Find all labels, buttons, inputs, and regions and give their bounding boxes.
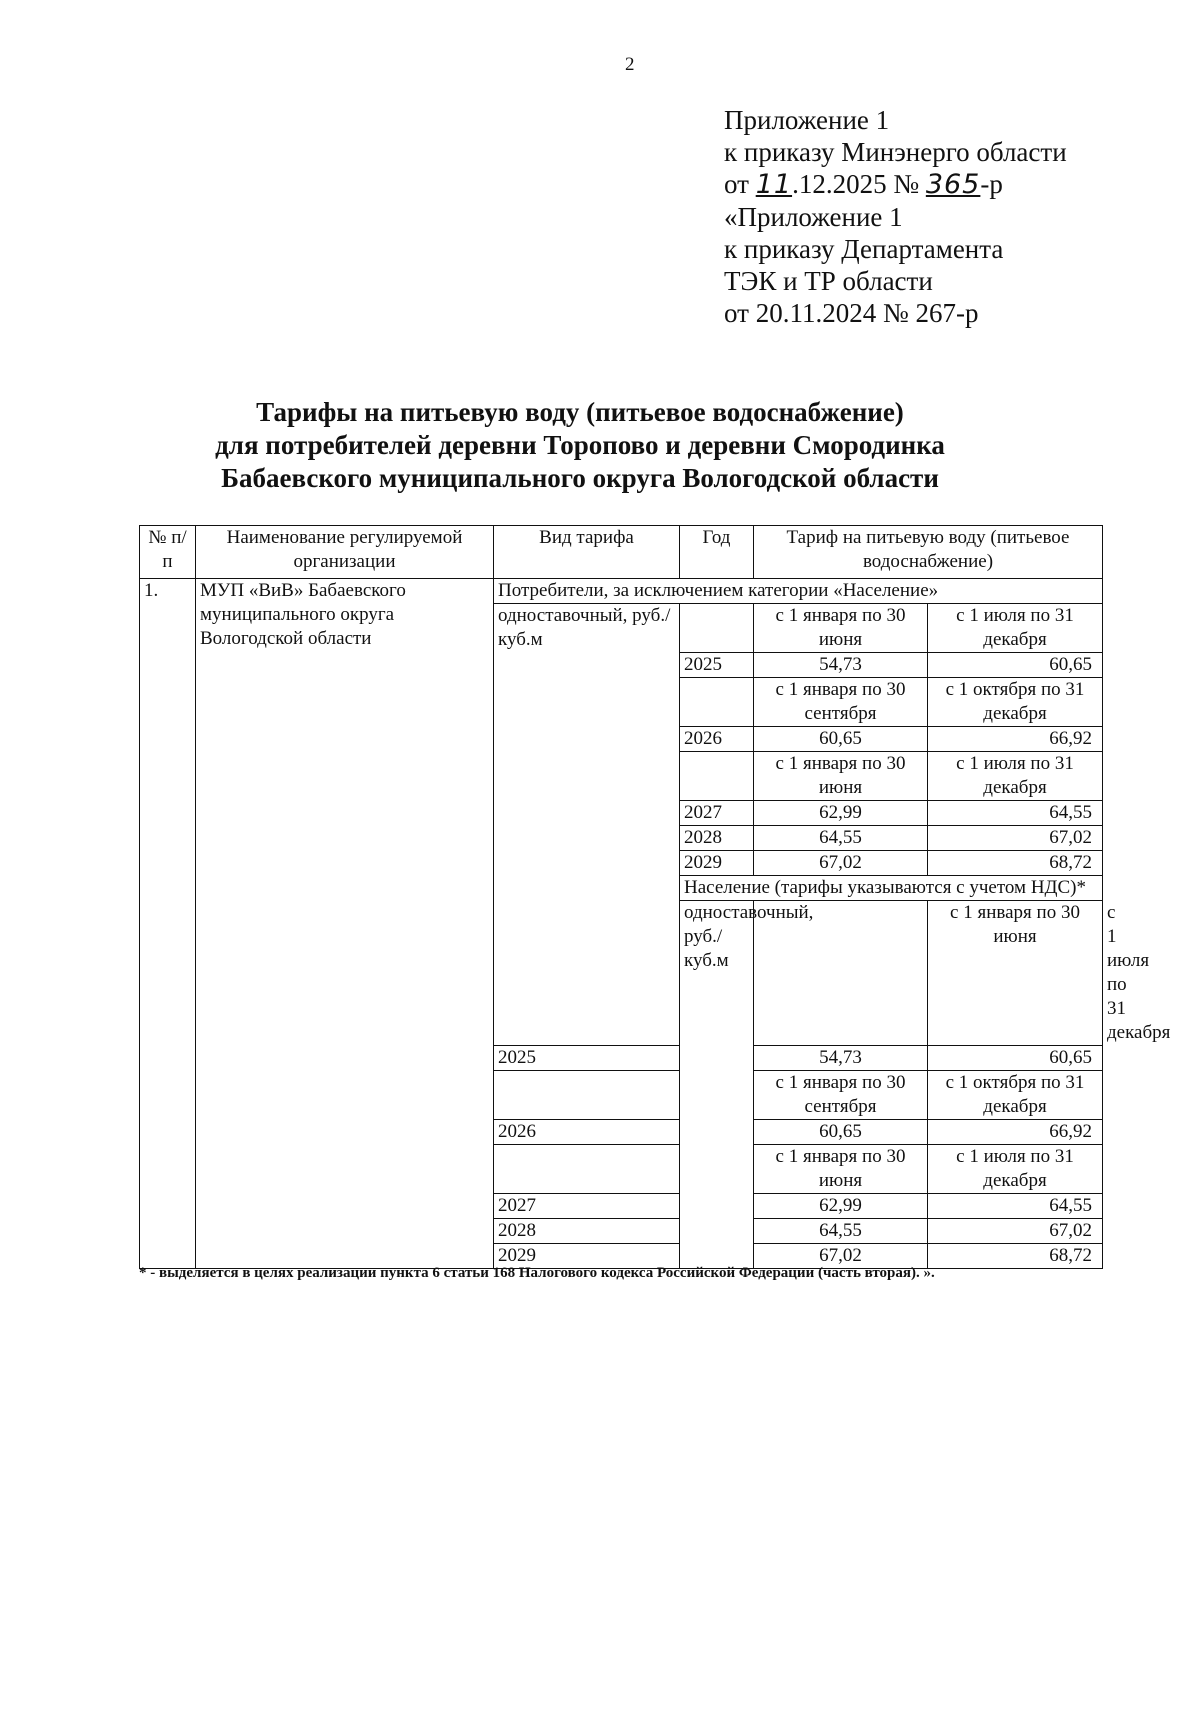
tariff-value: 54,73	[754, 653, 928, 678]
tariff-type-cell: одноставочный, руб./куб.м	[494, 604, 680, 1046]
period-cell: с 1 января по 30 июня	[928, 901, 1103, 1046]
year-cell: 2025	[494, 1046, 680, 1071]
section-title: Потребители, за исключением категории «Население»	[494, 579, 1103, 604]
tariff-value: 60,65	[928, 653, 1103, 678]
header-cell-year: Год	[680, 526, 754, 579]
header-text: .12.2025 №	[792, 169, 926, 199]
tariff-value: 60,65	[754, 727, 928, 752]
header-line: к приказу Минэнерго области	[724, 137, 1067, 167]
tariff-value: 66,92	[928, 727, 1103, 752]
year-cell	[494, 1071, 680, 1120]
period-cell: с 1 июля по 31 декабря	[928, 604, 1103, 653]
period-cell: с 1 октября по 31 декабря	[928, 1071, 1103, 1120]
tariff-value: 67,02	[754, 1244, 928, 1269]
year-cell: 2029	[494, 1244, 680, 1269]
table-row	[140, 579, 1103, 604]
period-cell: с 1 января по 30 июня	[754, 1145, 928, 1194]
tariff-value: 68,72	[928, 1244, 1103, 1269]
tariff-value: 60,65	[928, 1046, 1103, 1071]
header-cell-tariff-type: Вид тарифа	[494, 526, 680, 579]
header-cell-number: № п/п	[140, 526, 196, 579]
header-line: к приказу Департамента	[724, 234, 1004, 264]
appendix-header	[724, 104, 1067, 329]
section-title: Население (тарифы указываются с учетом НДС)*	[680, 876, 1103, 901]
tariff-value: 62,99	[754, 801, 928, 826]
tariff-value: 67,02	[928, 1219, 1103, 1244]
tariff-value: 66,92	[928, 1120, 1103, 1145]
tariff-value: 67,02	[928, 826, 1103, 851]
tariff-table	[139, 525, 1171, 1269]
year-cell: 2026	[494, 1120, 680, 1145]
tariff-value: 64,55	[928, 1194, 1103, 1219]
header-line: Приложение 1	[724, 105, 890, 135]
footnote: * - выделяется в целях реализации пункта 6 статьи 168 Налогового кодекса Российской Федерации (часть вторая). ».	[139, 1265, 935, 1281]
page-number: 2	[625, 54, 635, 75]
header-cell-tariff: Тариф на питьевую воду (питьевое водоснабжение)	[754, 526, 1103, 579]
period-cell: с 1 января по 30 июня	[754, 752, 928, 801]
handwritten-day: 11	[755, 169, 793, 200]
row-number-cell: 1.	[140, 579, 196, 1269]
header-order-date-line	[724, 168, 1067, 201]
table-row: одноставочный, руб./куб.м с 1 января по 30 июня с 1 июля по 31 декабря	[140, 901, 1103, 1046]
year-cell: 2026	[680, 727, 754, 752]
title-line: Тарифы на питьевую воду (питьевое водоснабжение)	[256, 397, 904, 427]
year-cell: 2027	[680, 801, 754, 826]
table-header-row	[140, 526, 1103, 579]
year-cell: 2028	[680, 826, 754, 851]
header-cell-organization: Наименование регулируемой организации	[196, 526, 494, 579]
tariff-value: 68,72	[928, 851, 1103, 876]
period-cell: с 1 января по 30 сентября	[754, 1071, 928, 1120]
tariff-value: 60,65	[754, 1120, 928, 1145]
year-cell	[680, 678, 754, 727]
tariff-value: 64,55	[754, 826, 928, 851]
handwritten-order-number: 365	[925, 169, 981, 200]
tariff-value: 67,02	[754, 851, 928, 876]
title-line: Бабаевского муниципального округа Вологодской области	[221, 463, 939, 493]
year-cell	[680, 752, 754, 801]
year-cell	[680, 604, 754, 653]
tariff-value: 64,55	[928, 801, 1103, 826]
tariff-value: 54,73	[754, 1046, 928, 1071]
period-cell: с 1 января по 30 июня	[754, 604, 928, 653]
year-cell: 2025	[680, 653, 754, 678]
period-cell: с 1 июля по 31 декабря	[928, 752, 1103, 801]
year-cell: 2027	[494, 1194, 680, 1219]
title-line: для потребителей деревни Торопово и деревни Смородинка	[215, 430, 945, 460]
document-title	[140, 396, 1020, 495]
header-text: от	[724, 169, 756, 199]
period-cell: с 1 октября по 31 декабря	[928, 678, 1103, 727]
header-line: «Приложение 1	[724, 202, 903, 232]
tariff-value: 64,55	[754, 1219, 928, 1244]
period-cell: с 1 июля по 31 декабря	[928, 1145, 1103, 1194]
year-cell	[494, 1145, 680, 1194]
header-line: от 20.11.2024 № 267-р	[724, 298, 979, 328]
tariff-value: 62,99	[754, 1194, 928, 1219]
year-cell: 2029	[680, 851, 754, 876]
header-text: -р	[980, 169, 1003, 199]
year-cell: 2028	[494, 1219, 680, 1244]
organization-cell: МУП «ВиВ» Бабаевского муниципального округа Вологодской области	[196, 579, 494, 1269]
period-cell: с 1 января по 30 сентября	[754, 678, 928, 727]
tariff-type-cell: одноставочный, руб./куб.м	[680, 901, 754, 1269]
header-line: ТЭК и ТР области	[724, 266, 933, 296]
